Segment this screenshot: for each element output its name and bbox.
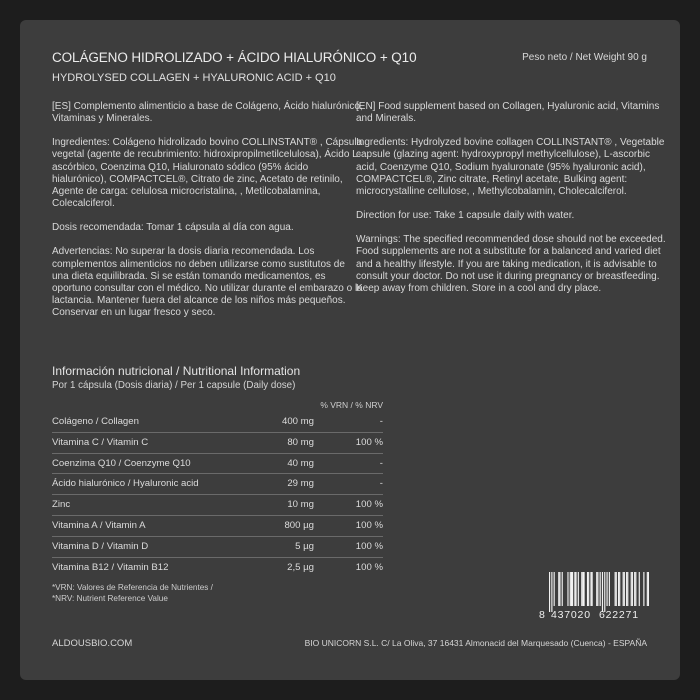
nutrient-name: Ácido hialurónico / Hyaluronic acid [52, 478, 199, 490]
nutrition-row [52, 495, 383, 516]
net-weight: Peso neto / Net Weight 90 g [522, 52, 647, 63]
nutrient-name: Zinc [52, 499, 71, 511]
nutrition-row [52, 537, 383, 558]
nutrient-vrn: 100 % [355, 519, 383, 531]
nutrition-row [52, 558, 383, 579]
footnote-vrn: *VRN: Valores de Referencia de Nutrientes / [52, 583, 213, 592]
nutrition-footnote [52, 583, 213, 604]
barcode-group-left: 437020 [551, 609, 591, 620]
nutrition-row [52, 433, 383, 454]
english-warnings: Warnings: The specified recommended dose should not be exceeded. Food supplements are not a substitute for a balanced and varied diet and a healthy lifestyle. If you are taking medication, it is advisable to consult your doctor. Do not use it during pregnancy or breastfeeding. Keep away from children. Store in a cool and dry place. [356, 234, 666, 294]
nutrition-row [52, 454, 383, 475]
english-description-column [356, 101, 668, 307]
barcode-group-right: 622271 [599, 609, 639, 620]
nutrient-vrn: 100 % [355, 499, 383, 511]
spanish-intro: [ES] Complemento alimenticio a base de Colágeno, Ácido hialurónico, Vitaminas y Minerales. [52, 101, 363, 125]
english-ingredients: Ingredients: Hydrolyzed bovine collagen COLLINSTANT® , Vegetable capsule (glazing agent: hydroxypropyl methylcellulose), L-ascorbic acid, Coenzyme Q10, Sodium hyaluronate (95% hyaluronic acid), COMPACTCEL®, Zinc citrate, Retinyl acetate, Bulking agent: microcrystalline cellulose, , Methylcobalamin, Cholecalciferol. [356, 137, 665, 197]
nutrient-vrn: 100 % [355, 436, 383, 448]
product-label-panel [20, 20, 680, 680]
nutrient-amount: 800 µg [284, 519, 314, 531]
nutrient-name: Vitamina A / Vitamin A [52, 519, 146, 531]
nutrient-amount: 80 mg [287, 436, 314, 448]
spanish-dosage: Dosis recomendada: Tomar 1 cápsula al día con agua. [52, 222, 294, 234]
nutrient-amount: 5 µg [295, 540, 314, 552]
barcode-digit-first: 8 [539, 609, 545, 620]
english-intro: [EN] Food supplement based on Collagen, Hyaluronic acid, Vitamins and Minerals. [356, 101, 660, 125]
nutrition-row [52, 412, 383, 433]
vrn-column-header: % VRN / % NRV [320, 400, 383, 410]
nutrient-vrn: - [379, 457, 383, 469]
english-dosage: Direction for use: Take 1 capsule daily with water. [356, 210, 575, 222]
footnote-nrv: *NRV: Nutrient Reference Value [52, 593, 168, 603]
nutrition-table [52, 398, 383, 578]
product-title-es: COLÁGENO HIDROLIZADO + ÁCIDO HIALURÓNICO + Q10 [52, 50, 417, 65]
nutrient-vrn: 100 % [355, 540, 383, 552]
company-address: BIO UNICORN S.L. C/ La Oliva, 37 16431 Almonacid del Marquesado (Cuenca) - ESPAÑA [304, 638, 647, 648]
nutrient-amount: 10 mg [287, 499, 314, 511]
nutrient-vrn: - [379, 478, 383, 490]
nutrient-vrn: - [379, 416, 383, 427]
nutrient-name: Colágeno / Collagen [52, 416, 139, 427]
product-title-en: HYDROLYSED COLLAGEN + HYALURONIC ACID + Q10 [52, 72, 336, 84]
website-link[interactable]: ALDOUSBIO.COM [52, 638, 133, 649]
nutrient-vrn: 100 % [355, 561, 383, 573]
nutrient-amount: 40 mg [287, 457, 314, 469]
nutrient-name: Vitamina B12 / Vitamin B12 [52, 561, 169, 573]
ean-barcode [539, 552, 649, 620]
spanish-description-column [52, 101, 364, 331]
spanish-warnings: Advertencias: No superar la dosis diaria recomendada. Los complementos alimenticios no deben utilizarse como sustitutos de una dieta equilibrada. Si se están tomando medicamentos, es oportuno consultar con el médico. No utilizar durante el embarazo o la lactancia. Mantener fuera del alcance de los niños más pequeños. Conservar en un lugar fresco y seco. [52, 246, 363, 318]
nutrition-title: Información nutricional / Nutritional Information [52, 364, 301, 378]
nutrition-row [52, 474, 383, 495]
nutrition-row [52, 516, 383, 537]
nutrient-name: Vitamina C / Vitamin C [52, 436, 149, 448]
nutrient-amount: 2,5 µg [287, 561, 314, 573]
nutrition-subtitle: Por 1 cápsula (Dosis diaria) / Per 1 capsule (Daily dose) [52, 380, 296, 391]
spanish-ingredients: Ingredientes: Colágeno hidrolizado bovino COLLINSTANT® , Cápsula vegetal (agente de recubrimiento: hidroxipropilmetilcelulosa), Ácido L- ascórbico, Coenzima Q10, Hialuronato sódico (95% ácido hialurónico), COMPACTCEL®, Citrato de zinc, Acetato de retinilo, Agente de carga: celulosa microcristalina, , Metilcobalamina, Colecalciferol. [52, 137, 363, 209]
barcode-icon [539, 552, 649, 620]
nutrient-amount: 400 mg [282, 416, 314, 427]
nutrient-name: Vitamina D / Vitamin D [52, 540, 149, 552]
nutrient-amount: 29 mg [287, 478, 314, 490]
nutrient-name: Coenzima Q10 / Coenzyme Q10 [52, 457, 191, 469]
